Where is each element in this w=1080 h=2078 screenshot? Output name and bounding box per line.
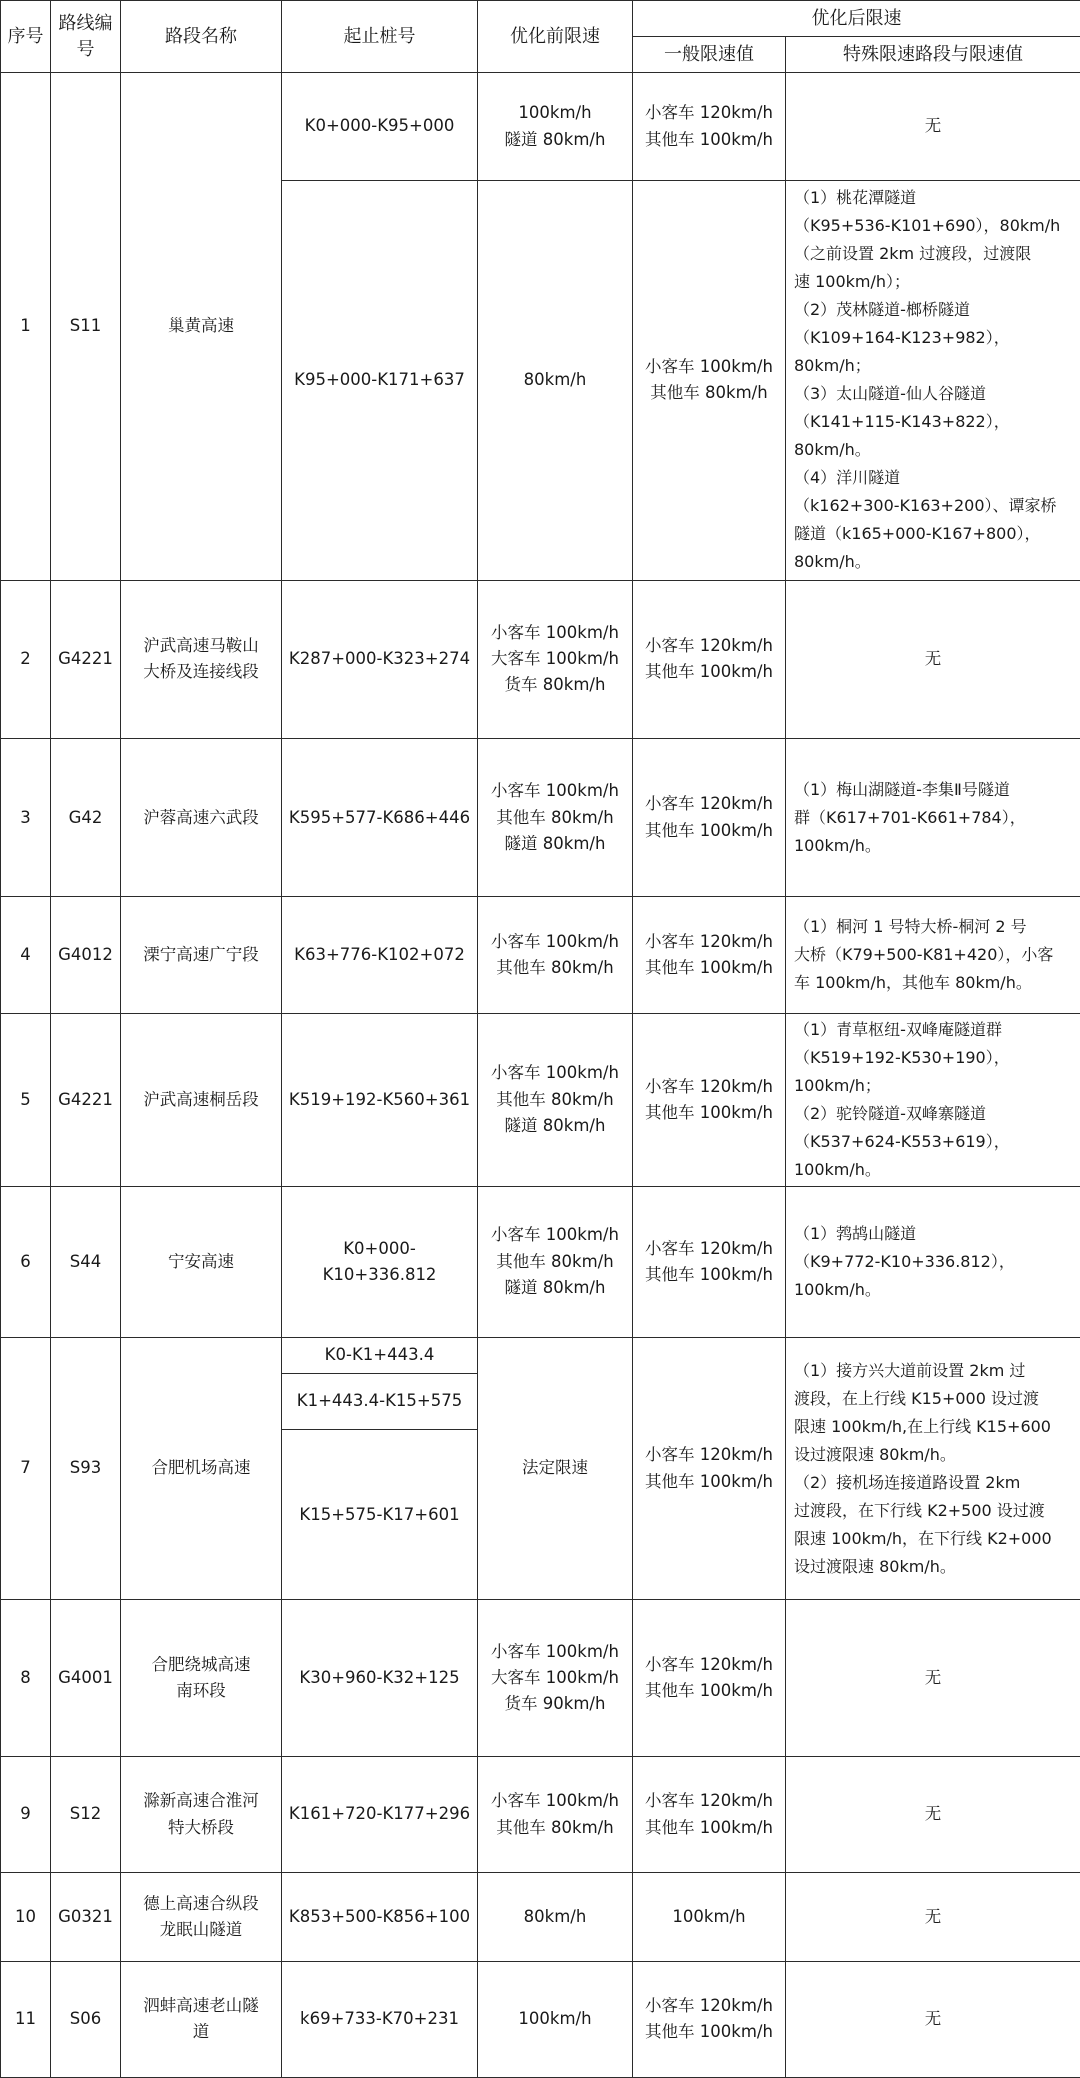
cell-route: S93 xyxy=(51,1337,121,1600)
cell-route: G4012 xyxy=(51,897,121,1013)
cell-section-name: 合肥绕城高速 南环段 xyxy=(121,1600,282,1756)
cell-stake: K853+500-K856+100 xyxy=(282,1873,478,1961)
table-row xyxy=(1,1337,1080,1373)
cell-special-limit: （1）鹁鸪山隧道 （K9+772-K10+336.812）， 100km/h。 xyxy=(786,1187,1080,1337)
cell-stake: K0+000-K95+000 xyxy=(282,73,478,181)
cell-special-limit: （1）青草枢纽-双峰庵隧道群 （K519+192-K530+190）， 100km/h； （2）驼铃隧道-双峰寨隧道 （K537+624-K553+619）， 100km/h。 xyxy=(786,1013,1080,1187)
cell-seq: 1 xyxy=(1,73,51,581)
cell-general-limit: 小客车 120km/h 其他车 100km/h xyxy=(633,1961,786,2077)
cell-route: S06 xyxy=(51,1961,121,2077)
table-row xyxy=(1,1873,1080,1961)
cell-route: G4221 xyxy=(51,1013,121,1187)
cell-stake: K1+443.4-K15+575 xyxy=(282,1373,478,1429)
cell-stake: K161+720-K177+296 xyxy=(282,1756,478,1872)
cell-section-name: 沪武高速马鞍山 大桥及连接线段 xyxy=(121,580,282,738)
cell-before-limit: 80km/h xyxy=(478,181,633,580)
cell-stake: K15+575-K17+601 xyxy=(282,1429,478,1600)
cell-general-limit: 小客车 120km/h 其他车 100km/h xyxy=(633,1600,786,1756)
cell-seq: 9 xyxy=(1,1756,51,1872)
cell-stake: K95+000-K171+637 xyxy=(282,181,478,580)
cell-before-limit: 80km/h xyxy=(478,1873,633,1961)
cell-special-limit: 无 xyxy=(786,1756,1080,1872)
cell-general-limit: 小客车 120km/h 其他车 100km/h xyxy=(633,897,786,1013)
cell-seq: 8 xyxy=(1,1600,51,1756)
cell-general-limit: 小客车 120km/h 其他车 100km/h xyxy=(633,1337,786,1600)
cell-stake: K30+960-K32+125 xyxy=(282,1600,478,1756)
table-row xyxy=(1,1961,1080,2077)
cell-seq: 3 xyxy=(1,738,51,896)
table-row xyxy=(1,1013,1080,1187)
cell-section-name: 宁安高速 xyxy=(121,1187,282,1337)
cell-section-name: 德上高速合纵段 龙眠山隧道 xyxy=(121,1873,282,1961)
cell-seq: 11 xyxy=(1,1961,51,2077)
cell-general-limit: 小客车 120km/h 其他车 100km/h xyxy=(633,580,786,738)
cell-general-limit: 小客车 120km/h 其他车 100km/h xyxy=(633,738,786,896)
cell-general-limit: 小客车 120km/h 其他车 100km/h xyxy=(633,1756,786,1872)
cell-special-limit: 无 xyxy=(786,1873,1080,1961)
cell-before-limit: 小客车 100km/h 其他车 80km/h xyxy=(478,897,633,1013)
table-row xyxy=(1,897,1080,1013)
cell-stake: K519+192-K560+361 xyxy=(282,1013,478,1187)
table-row xyxy=(1,1187,1080,1337)
cell-stake: K0+000-K10+336.812 xyxy=(282,1187,478,1337)
cell-special-limit: （1）桐河 1 号特大桥-桐河 2 号 大桥（K79+500-K81+420），小客 车 100km/h，其他车 80km/h。 xyxy=(786,897,1080,1013)
cell-stake: K0-K1+443.4 xyxy=(282,1337,478,1373)
header-general-limit: 一般限速值 xyxy=(633,37,786,73)
cell-before-limit: 小客车 100km/h 其他车 80km/h 隧道 80km/h xyxy=(478,1187,633,1337)
cell-stake: K287+000-K323+274 xyxy=(282,580,478,738)
header-row-1 xyxy=(1,1,1080,37)
cell-section-name: 沪蓉高速六武段 xyxy=(121,738,282,896)
cell-route: G42 xyxy=(51,738,121,896)
header-special-limit: 特殊限速路段与限速值 xyxy=(786,37,1080,73)
cell-special-limit: （1）梅山湖隧道-李集Ⅱ号隧道 群（K617+701-K661+784）， 100km/h。 xyxy=(786,738,1080,896)
cell-before-limit: 小客车 100km/h 其他车 80km/h xyxy=(478,1756,633,1872)
cell-before-limit: 小客车 100km/h 其他车 80km/h 隧道 80km/h xyxy=(478,1013,633,1187)
table-row xyxy=(1,738,1080,896)
cell-stake: k69+733-K70+231 xyxy=(282,1961,478,2077)
header-seq: 序号 xyxy=(1,1,51,73)
table-row xyxy=(1,580,1080,738)
header-after-limit: 优化后限速 xyxy=(633,1,1080,37)
cell-route: S12 xyxy=(51,1756,121,1872)
table-row xyxy=(1,73,1080,181)
cell-seq: 10 xyxy=(1,1873,51,1961)
cell-special-limit: （1）接方兴大道前设置 2km 过 渡段，在上行线 K15+000 设过渡 限速 100km/h,在上行线 K15+600 设过渡限速 80km/h。 （2）接机场连接道路设置 2km 过渡段，在下行线 K2+500 设过渡 限速 100km/h，在下行线 K2+000 设过渡限速 80km/h。 xyxy=(786,1337,1080,1600)
cell-route: G4221 xyxy=(51,580,121,738)
cell-section-name: 滁新高速合淮河 特大桥段 xyxy=(121,1756,282,1872)
cell-section-name: 泗蚌高速老山隧 道 xyxy=(121,1961,282,2077)
cell-special-limit: 无 xyxy=(786,1961,1080,2077)
cell-seq: 6 xyxy=(1,1187,51,1337)
cell-general-limit: 小客车 100km/h 其他车 80km/h xyxy=(633,181,786,580)
cell-special-limit: 无 xyxy=(786,73,1080,181)
cell-before-limit: 100km/h xyxy=(478,1961,633,2077)
cell-stake: K595+577-K686+446 xyxy=(282,738,478,896)
cell-general-limit: 小客车 120km/h 其他车 100km/h xyxy=(633,1187,786,1337)
cell-route: S44 xyxy=(51,1187,121,1337)
cell-route: G4001 xyxy=(51,1600,121,1756)
cell-seq: 4 xyxy=(1,897,51,1013)
cell-stake: K63+776-K102+072 xyxy=(282,897,478,1013)
cell-before-limit: 小客车 100km/h 大客车 100km/h 货车 80km/h xyxy=(478,580,633,738)
cell-seq: 5 xyxy=(1,1013,51,1187)
header-route-code: 路线编号 xyxy=(51,1,121,73)
cell-before-limit: 法定限速 xyxy=(478,1337,633,1600)
header-before-limit: 优化前限速 xyxy=(478,1,633,73)
cell-special-limit: 无 xyxy=(786,1600,1080,1756)
header-section-name: 路段名称 xyxy=(121,1,282,73)
table-row xyxy=(1,1756,1080,1872)
cell-before-limit: 小客车 100km/h 大客车 100km/h 货车 90km/h xyxy=(478,1600,633,1756)
cell-section-name: 沪武高速桐岳段 xyxy=(121,1013,282,1187)
cell-general-limit: 小客车 120km/h 其他车 100km/h xyxy=(633,73,786,181)
cell-section-name: 合肥机场高速 xyxy=(121,1337,282,1600)
cell-before-limit: 100km/h 隧道 80km/h xyxy=(478,73,633,181)
cell-route: G0321 xyxy=(51,1873,121,1961)
cell-section-name: 溧宁高速广宁段 xyxy=(121,897,282,1013)
header-stake-range: 起止桩号 xyxy=(282,1,478,73)
cell-section-name: 巢黄高速 xyxy=(121,73,282,581)
cell-before-limit: 小客车 100km/h 其他车 80km/h 隧道 80km/h xyxy=(478,738,633,896)
cell-special-limit: 无 xyxy=(786,580,1080,738)
cell-seq: 2 xyxy=(1,580,51,738)
table-row xyxy=(1,1600,1080,1756)
cell-route: S11 xyxy=(51,73,121,581)
cell-general-limit: 小客车 120km/h 其他车 100km/h xyxy=(633,1013,786,1187)
cell-general-limit: 100km/h xyxy=(633,1873,786,1961)
cell-seq: 7 xyxy=(1,1337,51,1600)
cell-special-limit: （1）桃花潭隧道 （K95+536-K101+690），80km/h （之前设置 2km 过渡段，过渡限 速 100km/h）； （2）茂林隧道-榔桥隧道 （K109+164-K123+982），80km/h； （3）太山隧道-仙人谷隧道 （K141+115-K143+822），80km/h。 （4）洋川隧道 （k162+300-K163+200）、谭家桥 隧道（k165+000-K167+800）， 80km/h。 xyxy=(786,181,1080,580)
